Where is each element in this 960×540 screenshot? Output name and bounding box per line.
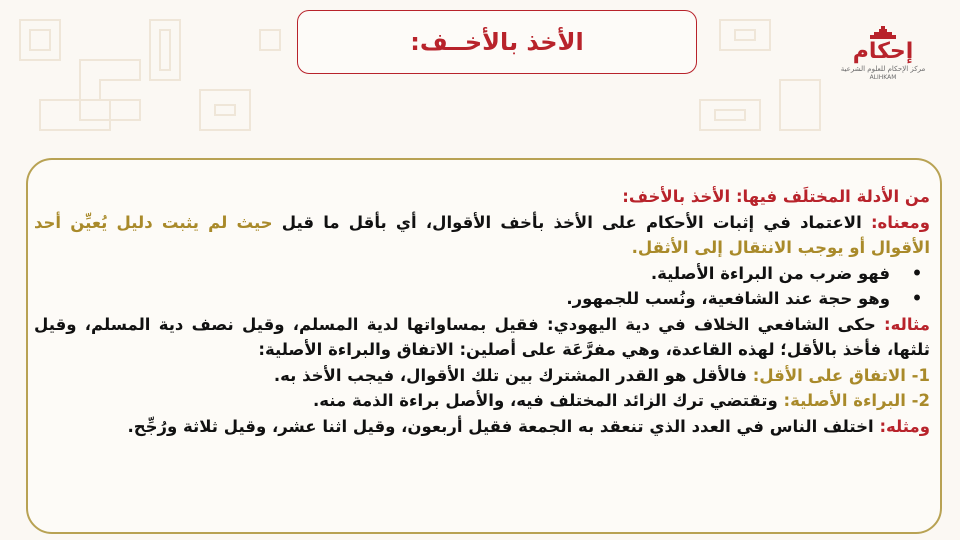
bullet-text: فهو ضرب من البراءة الأصلية. <box>650 263 890 283</box>
bullet-text: وهو حجة عند الشافعية، ونُسب للجمهور. <box>566 289 890 308</box>
bullet-item <box>34 261 930 287</box>
meaning-paragraph <box>34 210 930 261</box>
meaning-text: الاعتماد في إثبات الأحكام على الأخذ بأخف الأقوال، أي بأقل ما قيل <box>272 212 871 232</box>
meaning-label: ومعناه: <box>870 212 930 232</box>
intro-text: الأخذ بالأخف: <box>622 187 736 206</box>
example-text: حكى الشافعي الخلاف في دية اليهودي: فقيل بمساواتها لدية المسلم، وقيل نصف دية المسلم، وقيل ثلثها، فأخذ بالأقل؛ لهذه القاعدة، وهي مفرَّعَة على أصلين: الاتفاق والبراءة الأصلية: <box>34 314 930 359</box>
point-2 <box>34 388 930 414</box>
bullet-icon: • <box>911 289 923 308</box>
logo <box>840 26 926 96</box>
example-2-paragraph <box>34 414 930 440</box>
example-paragraph <box>34 312 930 363</box>
logo-subtitle: مركز الإحكام للعلوم الشرعية <box>840 65 926 73</box>
intro-label: من الأدلة المختلَف فيها: <box>735 187 930 206</box>
logo-name: إحكام <box>852 39 914 64</box>
point-1 <box>34 363 930 389</box>
example-2-text: اختلف الناس في العدد الذي تنعقد به الجمعة فقيل أربعون، وقيل اثنا عشر، وقيل ثلاثة ورُجِّح. <box>127 416 880 436</box>
intro-line <box>34 184 930 210</box>
point-1-number: 1- <box>911 365 930 385</box>
point-1-label: الاتفاق على الأقل: <box>752 365 912 385</box>
example-2-label: ومثله: <box>879 416 930 436</box>
page-title: الأخذ بالأخــف: <box>410 28 584 56</box>
example-label: مثاله: <box>884 314 930 334</box>
title-box <box>297 10 697 74</box>
bullet-icon: • <box>911 263 923 283</box>
logo-tag: ALIHKAM <box>869 74 897 81</box>
content-body <box>34 184 930 439</box>
meaning-highlight: حيث لم يثبت دليل يُعيِّن أحد الأقوال أو يوجب الانتقال إلى الأثقل. <box>34 212 930 257</box>
point-2-label: البراءة الأصلية: <box>783 391 912 410</box>
point-2-number: 2- <box>911 391 930 410</box>
bullet-item <box>34 286 930 312</box>
logo-mosque-icon <box>868 26 898 40</box>
point-1-text: فالأقل هو القدر المشترك بين تلك الأقوال، فيجب الأخذ به. <box>273 365 753 385</box>
point-2-text: وتقتضي ترك الزائد المختلف فيه، والأصل براءة الذمة منه. <box>312 391 784 410</box>
